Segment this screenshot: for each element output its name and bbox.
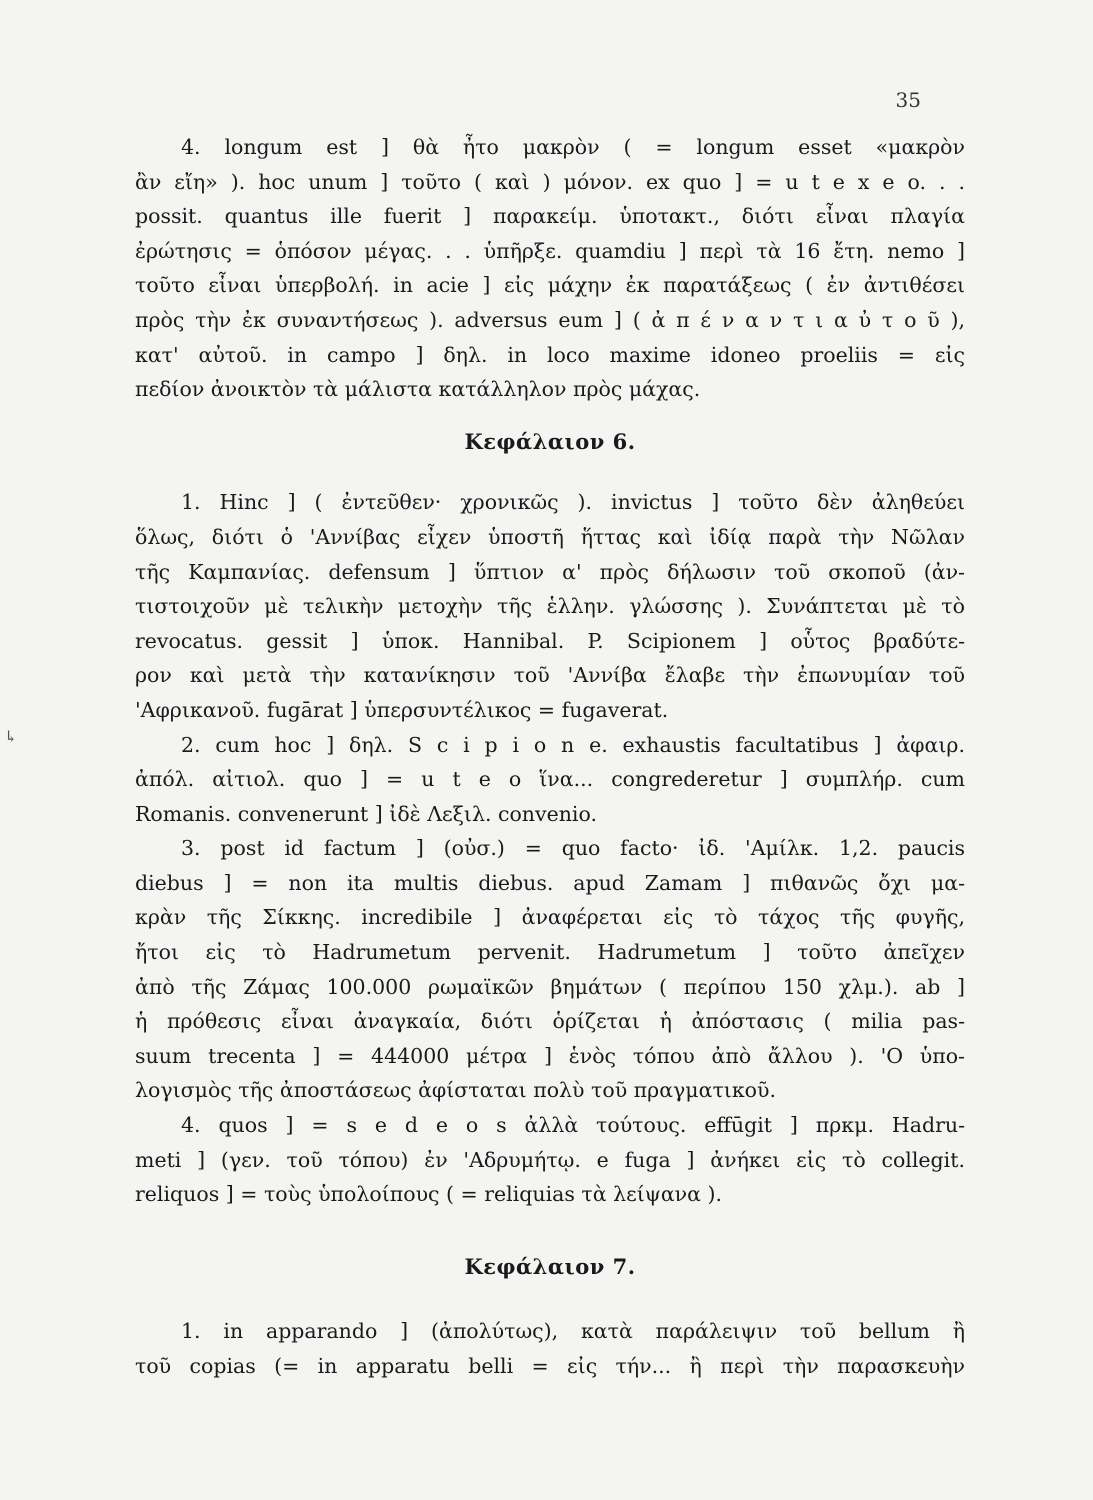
text-line: Romanis. convenerunt ] ἰδὲ Λεξιλ. convenio. — [135, 801, 597, 826]
margin-mark: ↳ — [4, 727, 18, 746]
text-line: 2. cum hoc ] δηλ. S c i p i o n e. exhaustis facultatibus ] ἀφαιρ. — [181, 732, 965, 757]
text-line: ἀπόλ. αἰτιολ. quo ] = u t e o ἵνα... congrederetur ] συμπλήρ. cum — [135, 767, 965, 792]
text-line: 1. in apparando ] (ἀπολύτως), κατὰ παράλειψιν τοῦ bellum ἢ — [181, 1319, 965, 1344]
text-line: ἤτοι εἰς τὸ Hadrumetum pervenit. Hadrumetum ] τοῦτο ἀπεῖχεν — [135, 940, 965, 965]
section-5-paragraph — [135, 130, 965, 407]
text-line: 'Αφρικανοῦ. fugārat ] ὑπερσυντέλικος = fugaverat. — [135, 697, 669, 722]
page-number: 35 — [895, 88, 921, 112]
text-line: suum trecenta ] = 444000 μέτρα ] ἑνὸς τόπου ἀπὸ ἄλλου ). 'Ο ὑπο- — [135, 1043, 965, 1068]
text-line: τοῦ copias (= in apparatu belli = εἰς τήν... ἢ περὶ τὴν παρασκευὴν — [135, 1354, 965, 1378]
text-line: meti ] (γεν. τοῦ τόπου) ἐν 'Αδρυμήτῳ. e fuga ] ἀνήκει εἰς τὸ collegit. — [135, 1147, 965, 1172]
text-line: 3. post id factum ] (οὐσ.) = quo facto· ἰδ. 'Αμίλκ. 1,2. paucis — [181, 836, 965, 861]
text-line: possit. quantus ille fuerit ] παρακείμ. ὑποτακτ., διότι εἶναι πλαγία — [135, 204, 965, 229]
text-line: τῆς Καμπανίας. defensum ] ὕπτιον α' πρὸς δήλωσιν τοῦ σκοποῦ (ἀν- — [135, 559, 965, 584]
text-line: reliquos ] = τοὺς ὑπολοίπους ( = reliquias τὰ λείψανα ). — [135, 1182, 723, 1207]
section-7-paragraph — [135, 1314, 965, 1383]
text-line: 4. quos ] = s e d e o s ἀλλὰ τούτους. effūgit ] πρκμ. Hadru- — [181, 1113, 965, 1138]
text-line: πρὸς τὴν ἐκ συναντήσεως ). adversus eum ] ( ἀ π έ ν α ν τ ι α ὐ τ ο ῦ ), — [135, 307, 965, 332]
text-line: ἂν εἴη» ). hoc unum ] τοῦτο ( καὶ ) μόνον. ex quo ] = u t e x e o. . . — [135, 169, 965, 194]
chapter-heading-6: Κεφάλαιον 6. — [464, 428, 636, 454]
text-line: πεδίον ἀνοικτὸν τὰ μάλιστα κατάλληλον πρὸς μάχας. — [135, 377, 701, 402]
text-line: κατ' αὐτοῦ. in campo ] δηλ. in loco maxime idoneo proeliis = εἰς — [135, 342, 965, 367]
text-line: 1. Hinc ] ( ἐντεῦθεν· χρονικῶς ). invictus ] τοῦτο δὲν ἀληθεύει — [181, 490, 965, 515]
text-line: τοῦτο εἶναι ὑπερβολή. in acie ] εἰς μάχην ἐκ παρατάξεως ( ἐν ἀντιθέσει — [135, 273, 965, 298]
text-line: ἀπὸ τῆς Ζάμας 100.000 ρωμαϊκῶν βημάτων ( περίπου 150 χλμ.). ab ] — [135, 974, 965, 999]
text-line: ἡ πρόθεσις εἶναι ἀναγκαία, διότι ὁρίζεται ἡ ἀπόστασις ( milia pas- — [135, 1009, 965, 1034]
text-block — [135, 130, 965, 1384]
text-line: τιστοιχοῦν μὲ τελικὴν μετοχὴν τῆς ἑλλην. γλώσσης ). Συνάπτεται μὲ τὸ — [135, 594, 965, 619]
section-6-paragraph — [135, 485, 965, 1211]
text-line: revocatus. gessit ] ὑποκ. Hannibal. P. Scipionem ] οὗτος βραδύτε- — [135, 628, 965, 653]
text-line: diebus ] = non ita multis diebus. apud Zamam ] πιθανῶς ὄχι μα- — [135, 870, 965, 895]
text-line: 4. longum est ] θὰ ἦτο μακρὸν ( = longum esset «μακρὸν — [181, 135, 965, 159]
text-line: ὅλως, διότι ὁ 'Αννίβας εἶχεν ὑποστῆ ἥττας καὶ ἰδίᾳ παρὰ τὴν Νῶλαν — [135, 524, 965, 549]
text-line: ἐρώτησις = ὁπόσον μέγας. . . ὑπῆρξε. quamdiu ] περὶ τὰ 16 ἔτη. nemo ] — [135, 238, 965, 263]
text-line: ρον καὶ μετὰ τὴν κατανίκησιν τοῦ 'Αννίβα ἔλαβε τὴν ἐπωνυμίαν τοῦ — [135, 663, 965, 688]
chapter-heading-7: Κεφάλαιον 7. — [464, 1253, 636, 1279]
text-line: λογισμὸς τῆς ἀποστάσεως ἀφίσταται πολὺ τοῦ πραγματικοῦ. — [135, 1078, 776, 1103]
text-line: κρὰν τῆς Σίκκης. incredibile ] ἀναφέρεται εἰς τὸ τάχος τῆς φυγῆς, — [135, 905, 965, 930]
